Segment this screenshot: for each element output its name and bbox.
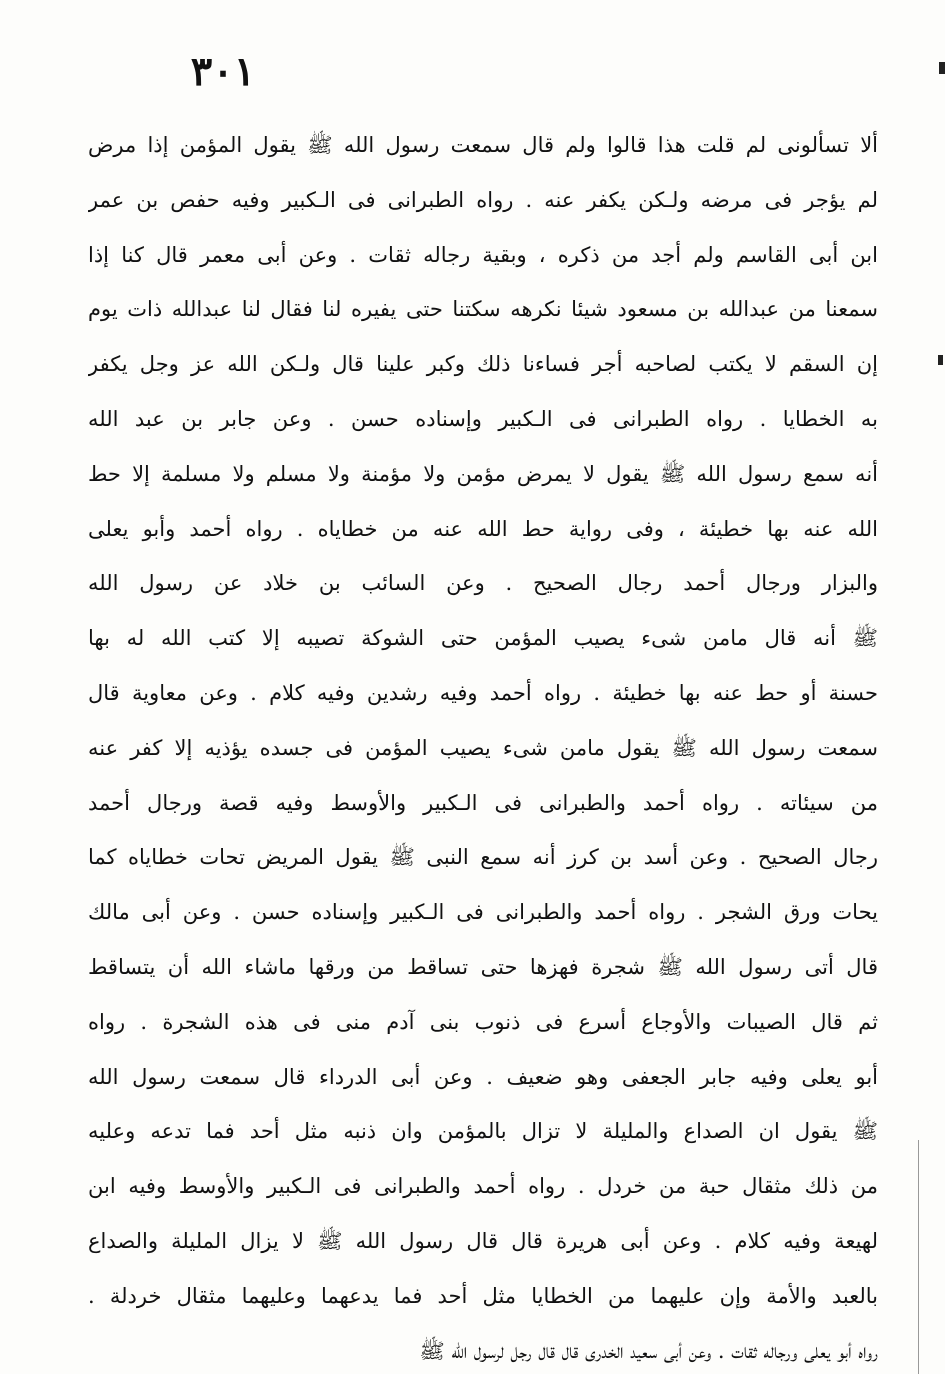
scan-edge-rule (918, 1140, 919, 1374)
body-text (88, 118, 878, 1378)
text-line-3: ابن أبى القاسم ولم أجد من ذكره ، وبقية رجاله ثقات . وعن أبى معمر قال كنا إذا (88, 242, 878, 267)
text-line-23: رواه أبو يعلى ورجاله ثقات . وعن أبى سعيد الخدرى قال قال رجل لرسول الله ﷺ (419, 1338, 878, 1363)
text-line-11: حسنة أو حط عنه بها خطيئة . رواه أحمد وفيه رشدين وفيه كلام . وعن معاوية قال (88, 680, 878, 705)
text-line-19: ﷺ يقول ان الصداع والمليلة لا تزال بالمؤمن وان ذنبه مثل أحد فما تدعه وعليه (88, 1119, 878, 1144)
text-line-2: لم يؤجر فى مرضه ولـكن يكفر عنه . رواه الطبرانى فى الـكبير وفيه حفص بن عمر (88, 187, 878, 212)
text-line-4: سمعنا من عبدالله بن مسعود شيئا نكرهه سكتنا حتى يفيره لنا فقال لنا عبدالله ذات يوم (88, 297, 878, 322)
text-line-18: أبو يعلى وفيه جابر الجعفى وهو ضعيف . وعن أبى الدرداء قال سمعت رسول الله (88, 1064, 878, 1089)
text-line-16: قال أتى رسول الله ﷺ شجرة فهزها حتى تساقط من ورقها ماشاء الله أن يتساقط (88, 954, 878, 979)
text-line-6: به الخطايا . رواه الطبرانى فى الـكبير وإسناده حسن . وعن جابر بن عبد الله (88, 406, 878, 431)
text-line-1: ألا تسألونى لم قلت هذا قالوا ولم قال سمعت رسول الله ﷺ يقول المؤمن إذا مرض (88, 133, 878, 157)
text-line-7: أنه سمع رسول الله ﷺ يقول لا يمرض مؤمن ولا مؤمنة ولا مسلم ولا مسلمة إلا حط (88, 461, 878, 486)
text-line-21: لهيعة وفيه كلام . وعن أبى هريرة قال قال رسول الله ﷺ لا يزال المليلة والصداع (88, 1228, 878, 1253)
text-line-17: ثم قال الصيبات والأوجاع أسرع فى ذنوب بنى آدم منى فى هذه الشجرة . رواه (88, 1009, 878, 1034)
page-number: ٣٠١ (190, 48, 256, 95)
text-line-9: والبزار ورجال أحمد رجال الصحيح . وعن السائب بن خلاد عن رسول الله (88, 571, 878, 596)
text-line-14: رجال الصحيح . وعن أسد بن كرز أنه سمع النبى ﷺ يقول المريض تحات خطاياه كما (88, 845, 878, 870)
text-line-5: إن السقم لا يكتب لصاحبه أجر فساءنا ذلك وكبر علينا قال ولـكن الله عز وجل يكفر (88, 352, 878, 377)
text-line-15: يحات ورق الشجر . رواه أحمد والطبرانى فى الـكبير وإسناده حسن . وعن أبى مالك (88, 900, 878, 925)
text-line-20: من ذلك مثقال حبة من خردل . رواه أحمد والطبرانى فى الـكبير والأوسط وفيه ابن (88, 1174, 878, 1199)
scan-edge-mark (938, 355, 943, 365)
text-line-22: بالعبد والأمة وإن عليهما من الخطايا مثل أحد فما يدعهما وعليهما مثقال خردلة . (88, 1283, 878, 1308)
text-line-13: من سيئاته . رواه أحمد والطبرانى فى الـكبير والأوسط وفيه قصة ورجال أحمد (88, 790, 878, 815)
text-line-12: سمعت رسول الله ﷺ يقول مامن شىء يصيب المؤمن فى جسده يؤذيه إلا كفر عنه (88, 735, 878, 760)
text-line-8: الله عنه بها خطيئة ، وفى رواية حط الله عنه من خطاياه . رواه أحمد وأبو يعلى (88, 516, 878, 541)
text-line-10: ﷺ أنه قال مامن شىء يصيب المؤمن حتى الشوكة تصيبه إلا كتب الله له بها (88, 626, 878, 651)
scan-edge-mark (939, 62, 945, 74)
